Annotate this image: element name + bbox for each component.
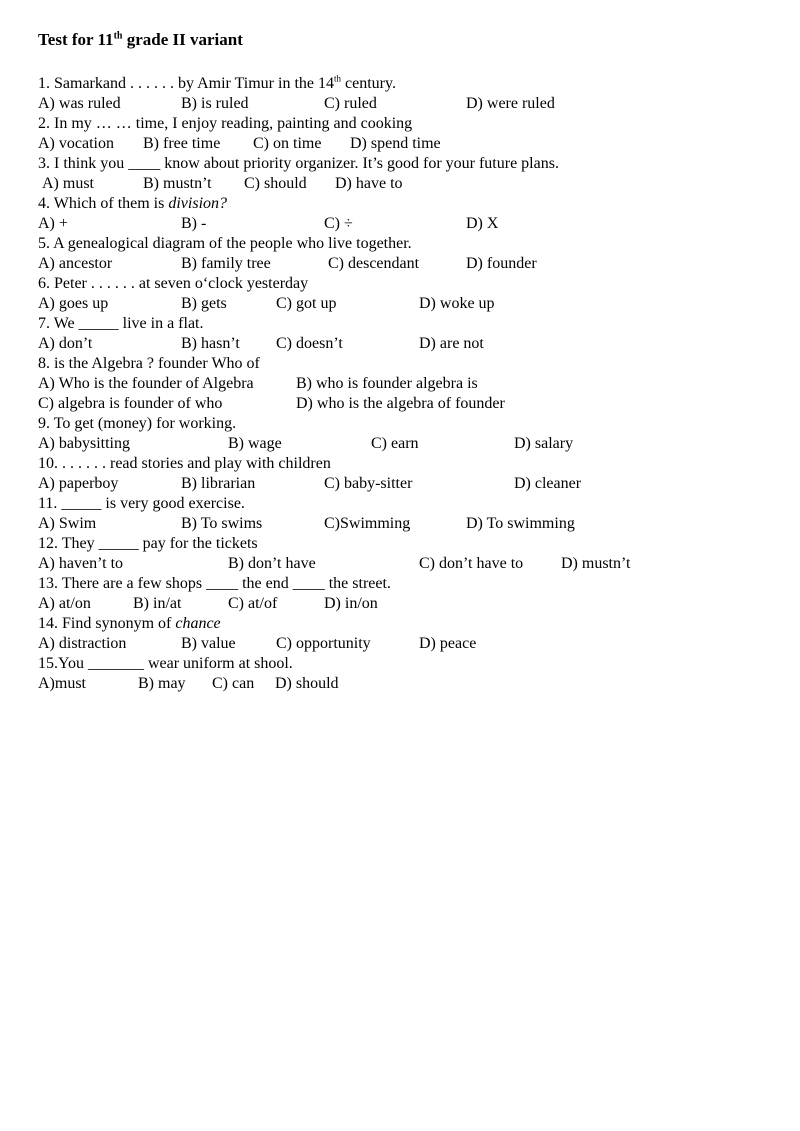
option-6d: D) woke up [419, 295, 495, 312]
option-4c: C) ÷ [324, 215, 353, 232]
question-7: 7. We _____ live in a flat. [38, 315, 204, 332]
question-10: 10. . . . . . . read stories and play with children [38, 455, 331, 472]
question-3: 3. I think you ____ know about priority organizer. It’s good for your future plans. [38, 155, 559, 172]
question-11: 11. _____ is very good exercise. [38, 495, 245, 512]
option-5d: D) founder [466, 255, 537, 272]
option-7c: C) doesn’t [276, 335, 343, 352]
option-6b: B) gets [181, 295, 227, 312]
option-13c: C) at/of [228, 595, 278, 612]
option-4b: B) - [181, 215, 207, 232]
option-13a: A) at/on [38, 595, 91, 612]
option-3a: A) must [42, 175, 94, 192]
option-4d: D) X [466, 215, 499, 232]
option-7b: B) hasn’t [181, 335, 240, 352]
option-13d: D) in/on [324, 595, 378, 612]
option-10c: C) baby-sitter [324, 475, 413, 492]
option-15a: A)must [38, 675, 86, 692]
option-2d: D) spend time [350, 135, 441, 152]
option-2a: A) vocation [38, 135, 114, 152]
option-5c: C) descendant [328, 255, 420, 272]
option-14b: B) value [181, 635, 236, 652]
option-4a: A) + [38, 215, 68, 232]
question-1: 1. Samarkand . . . . . . by Amir Timur in the 14th century. [38, 73, 396, 92]
option-1d: D) were ruled [466, 95, 555, 112]
question-4: 4. Which of them is division? [38, 195, 228, 212]
option-10d: D) cleaner [514, 475, 582, 492]
option-2c: C) on time [253, 135, 322, 152]
option-6a: A) goes up [38, 295, 109, 312]
option-5b: B) family tree [181, 255, 271, 272]
question-12: 12. They _____ pay for the tickets [38, 535, 258, 552]
option-3c: C) should [244, 175, 307, 192]
option-1c: C) ruled [324, 95, 377, 112]
option-8b: B) who is founder algebra is [296, 375, 478, 392]
question-2: 2. In my … … time, I enjoy reading, painting and cooking [38, 115, 413, 132]
option-9c: C) earn [371, 435, 419, 452]
option-15b: B) may [138, 675, 186, 692]
option-9a: A) babysitting [38, 435, 130, 452]
option-1b: B) is ruled [181, 95, 249, 112]
option-6c: C) got up [276, 295, 337, 312]
question-14: 14. Find synonym of chance [38, 615, 221, 632]
option-1a: A) was ruled [38, 95, 121, 112]
option-15d: D) should [275, 675, 339, 692]
page-title: Test for 11th grade II variant [38, 30, 243, 49]
option-10b: B) librarian [181, 475, 256, 492]
option-8a: A) Who is the founder of Algebra [38, 375, 254, 392]
option-3b: B) mustn’t [143, 175, 212, 192]
option-13b: B) in/at [133, 595, 182, 612]
option-12c: C) don’t have to [419, 555, 524, 572]
question-13: 13. There are a few shops ____ the end ____ the street. [38, 575, 391, 592]
option-7a: A) don’t [38, 335, 93, 352]
question-5: 5. A genealogical diagram of the people who live together. [38, 235, 412, 252]
option-2b: B) free time [143, 135, 221, 152]
option-7d: D) are not [419, 335, 484, 352]
option-3d: D) have to [335, 175, 403, 192]
option-15c: C) can [212, 675, 255, 692]
option-12b: B) don’t have [228, 555, 316, 572]
option-9d: D) salary [514, 435, 574, 452]
option-9b: B) wage [228, 435, 282, 452]
option-5a: A) ancestor [38, 255, 113, 272]
option-11c: C)Swimming [324, 515, 411, 532]
option-11b: B) To swims [181, 515, 263, 532]
option-14d: D) peace [419, 635, 477, 652]
question-6: 6. Peter . . . . . . at seven o‘clock yesterday [38, 275, 309, 292]
option-14c: C) opportunity [276, 635, 371, 652]
option-14a: A) distraction [38, 635, 127, 652]
option-8c: C) algebra is founder of who [38, 395, 223, 412]
question-8: 8. is the Algebra ? founder Who of [38, 355, 260, 372]
option-10a: A) paperboy [38, 475, 119, 492]
option-11d: D) To swimming [466, 515, 575, 532]
option-12d: D) mustn’t [561, 555, 631, 572]
option-8d: D) who is the algebra of founder [296, 395, 505, 412]
option-12a: A) haven’t to [38, 555, 124, 572]
option-11a: A) Swim [38, 515, 97, 532]
question-9: 9. To get (money) for working. [38, 415, 237, 432]
question-15: 15.You _______ wear uniform at shool. [38, 655, 293, 672]
